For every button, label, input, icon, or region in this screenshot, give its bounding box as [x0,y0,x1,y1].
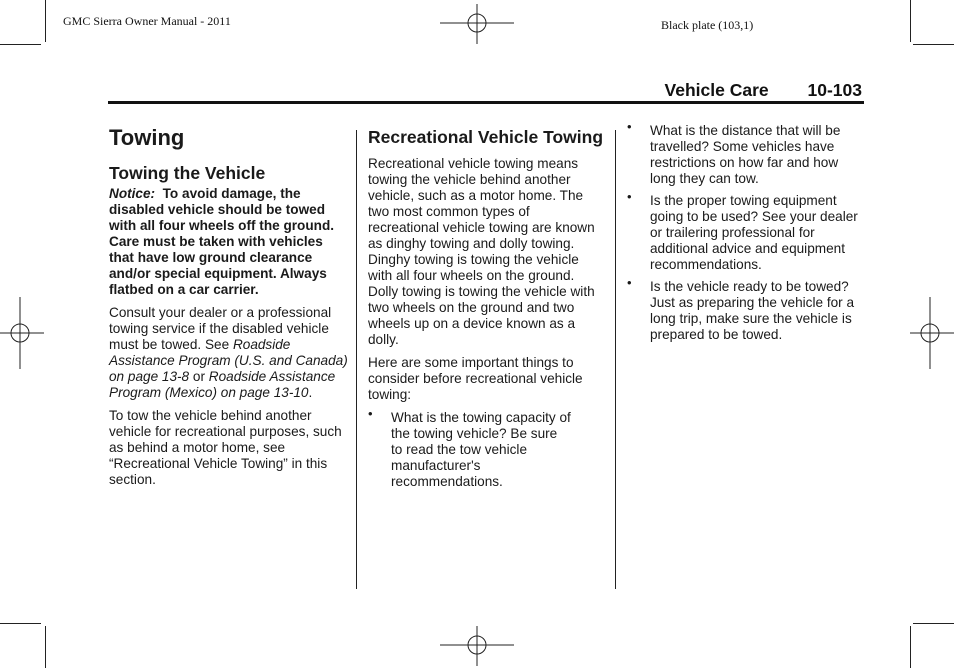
registration-mark-icon [910,297,954,369]
crop-mark [910,626,911,668]
bullet-icon: • [368,406,373,421]
body-paragraph: Here are some important things to consider before recreational vehicle towing: [368,355,583,402]
registration-mark-icon [0,297,44,369]
column-1 [109,120,349,495]
list-item-text: What is the distance that will be travelled? Some vehicles have restrictions on how far and how long they can tow. [650,123,841,186]
crop-mark [913,44,954,45]
crop-mark [45,0,46,42]
page-number: 10-103 [807,80,862,100]
page-title: Towing [109,125,185,150]
crop-mark [45,626,46,668]
notice-text: To avoid damage, the disabled vehicle should be towed with all four wheels off the ground. Care must be taken with vehicles that have low ground clearance and/or special equipment. Always flatbed on a car carrier. [109,186,335,297]
section-heading: Towing the Vehicle [109,163,266,183]
body-text: or [192,369,205,384]
header-rule [108,101,864,104]
list-item [627,275,867,343]
cross-reference-link[interactable]: Roadside Assistance Program (Mexico) on page 13-10 [109,369,336,400]
crop-mark [913,623,954,624]
column-divider [615,130,616,589]
body-text: . [308,385,313,400]
column-2 [368,127,604,496]
list-item-text: Is the proper towing equipment going to be used? See your dealer or trailering professional for additional advice and equipment recommendations. [650,193,858,272]
bullet-list [627,119,867,343]
section-heading: Recreational Vehicle Towing [368,127,604,147]
list-item [627,189,867,273]
running-head [665,80,862,101]
registration-mark-icon [440,4,514,44]
body-text: Consult your dealer or a professional towing service if the disabled vehicle must be towed. See [109,305,332,352]
bullet-icon: • [627,119,632,134]
body-paragraph: Recreational vehicle towing means towing the vehicle behind another vehicle, such as a motor home. The two most common types of recreational vehicle towing are known as dinghy towing and dolly towing. Dinghy towing is towing the vehicle with all four wheels on the ground. Dolly towing is towing the vehicle with two wheels on the ground and two wheels up on a device known as a dolly. [368,156,595,347]
crop-mark [910,0,911,42]
registration-mark-icon [440,626,514,666]
notice-label: Notice: [109,186,156,201]
body-paragraph: To tow the vehicle behind another vehicle for recreational purposes, such as behind a motor home, see “Recreational Vehicle Towing” in this section. [109,408,342,487]
bullet-icon: • [627,275,632,290]
bullet-icon: • [627,189,632,204]
crop-mark [0,623,41,624]
slug-plate-info: Black plate (103,1) [661,18,754,32]
body-paragraph [109,305,349,401]
crop-mark [0,44,41,45]
list-item [627,119,867,187]
section-name: Vehicle Care [664,80,769,100]
notice-paragraph [109,186,349,298]
column-divider [356,130,357,589]
cross-reference-link[interactable]: Roadside Assistance Program (U.S. and Canada) on page 13-8 [109,337,348,384]
list-item-text: What is the towing capacity of the towing vehicle? Be sure to read the tow vehicle manufacturer's recommendations. [391,410,571,489]
list-item-text: Is the vehicle ready to be towed? Just as preparing the vehicle for a long trip, make sure the vehicle is prepared to be towed. [650,279,855,342]
list-item [368,406,604,490]
slug-manual-title: GMC Sierra Owner Manual - 2011 [63,14,231,28]
bullet-list [368,406,604,490]
column-3 [627,119,867,349]
